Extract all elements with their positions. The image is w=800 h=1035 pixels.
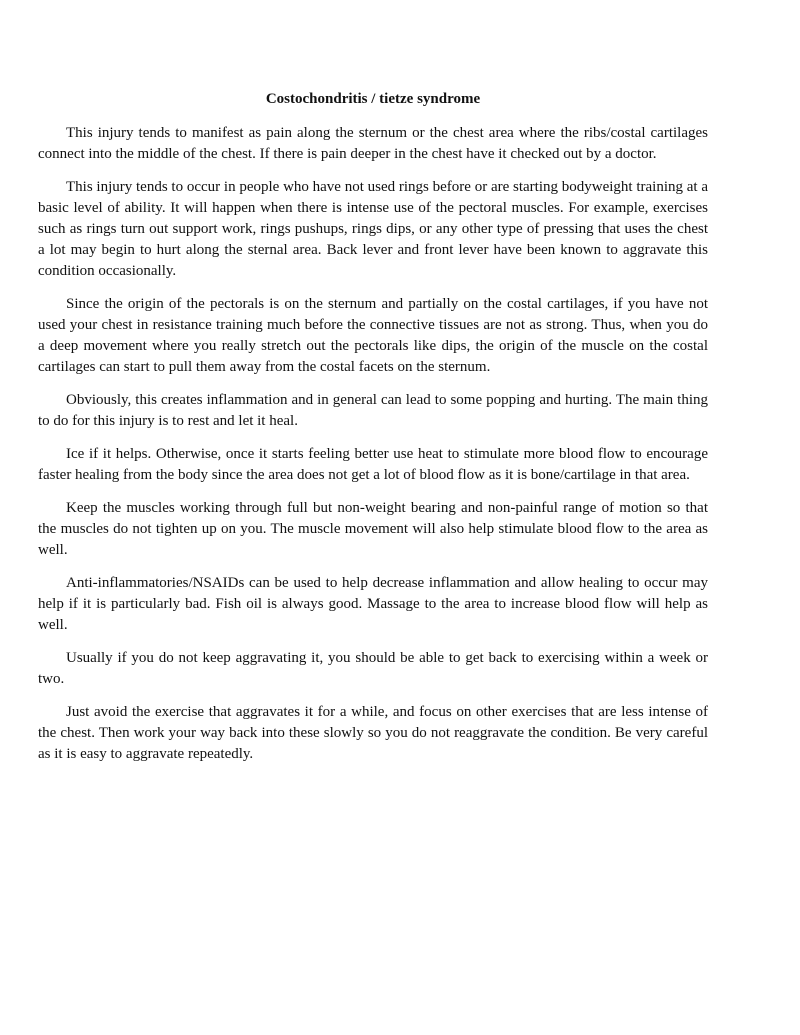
paragraph: Just avoid the exercise that aggravates it for a while, and focus on other exercises that are less intense of the chest. Then work your way back into these slowly so you do not reaggravate the condition. Be very careful as it is easy to aggravate repeatedly. [38, 704, 708, 762]
document-title: Costochondritis / tietze syndrome [265, 91, 481, 107]
paragraph: Ice if it helps. Otherwise, once it starts feeling better use heat to stimulate more blood flow to encourage faster healing from the body since the area does not get a lot of blood flow as it is bone/cartilage in that area. [38, 446, 708, 483]
paragraph: This injury tends to manifest as pain along the sternum or the chest area where the ribs/costal cartilages connect into the middle of the chest. If there is pain deeper in the chest have it checked out by a doctor. [38, 125, 708, 162]
paragraph: Anti-inflammatories/NSAIDs can be used to help decrease inflammation and allow healing to occur may help if it is particularly bad. Fish oil is always good. Massage to the area to increase blood flow will help as well. [38, 575, 708, 633]
document-page [38, 89, 708, 777]
paragraph: Since the origin of the pectorals is on the sternum and partially on the costal cartilages, if you have not used your chest in resistance training much before the connective tissues are not as strong. Thus, when you do a deep movement where you really stretch out the pectorals like dips, the origin of the muscle on the costal cartilages can start to pull them away from the costal facets on the sternum. [38, 296, 708, 375]
paragraph: Keep the muscles working through full but non-weight bearing and non-painful range of motion so that the muscles do not tighten up on you. The muscle movement will also help stimulate blood flow to the area as well. [38, 500, 708, 558]
paragraph: Obviously, this creates inflammation and in general can lead to some popping and hurting. The main thing to do for this injury is to rest and let it heal. [38, 392, 708, 429]
paragraph: Usually if you do not keep aggravating it, you should be able to get back to exercising within a week or two. [38, 650, 708, 687]
paragraph: This injury tends to occur in people who have not used rings before or are starting bodyweight training at a basic level of ability. It will happen when there is intense use of the pectoral muscles. For example, exercises such as rings turn out support work, rings pushups, rings dips, or any other type of pressing that uses the chest a lot may begin to hurt along the sternal area. Back lever and front lever have been known to aggravate this condition occasionally. [38, 179, 708, 279]
